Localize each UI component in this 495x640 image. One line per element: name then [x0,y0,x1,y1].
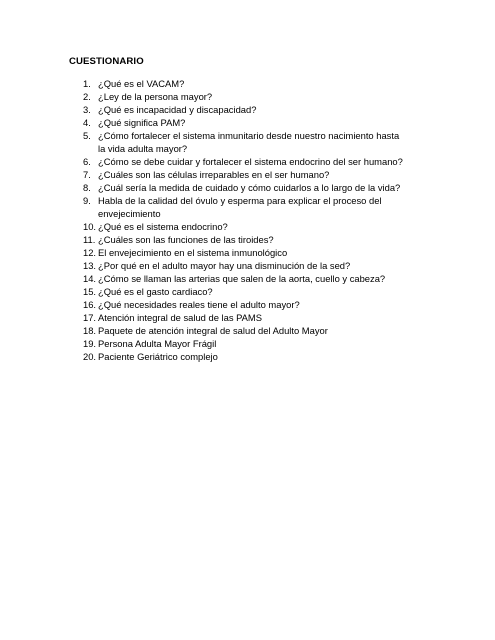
question-number: 13. [83,260,97,271]
question-item [0,272,495,285]
question-item [0,194,495,220]
question-item [0,116,495,129]
question-text: El envejecimiento en el sistema inmunológico [98,247,288,258]
question-item [0,337,495,350]
question-item [0,155,495,168]
question-text: Atención integral de salud de las PAMS [98,312,262,323]
question-number: 19. [83,338,97,349]
question-item [0,90,495,103]
question-number: 4. [83,117,91,128]
question-number: 15. [83,286,97,297]
question-number: 2. [83,91,91,102]
question-number: 7. [83,169,91,180]
question-item [0,168,495,181]
document-title: CUESTIONARIO [69,56,144,67]
question-number: 6. [83,156,91,167]
question-text: ¿Qué es el VACAM? [98,78,185,89]
question-text: Paquete de atención integral de salud del Adulto Mayor [98,325,328,336]
question-item [0,220,495,233]
question-item [0,298,495,311]
question-text: ¿Por qué en el adulto mayor hay una disminución de la sed? [98,260,351,271]
question-text: ¿Qué necesidades reales tiene el adulto mayor? [98,299,300,310]
question-number: 14. [83,273,97,284]
question-text: ¿Cuáles son las células irreparables en el ser humano? [98,169,330,180]
question-number: 9. [83,195,91,206]
question-number: 3. [83,104,91,115]
question-number: 17. [83,312,97,323]
question-number: 5. [83,130,91,141]
question-item [0,311,495,324]
question-text: ¿Qué es incapacidad y discapacidad? [98,104,257,115]
question-text: ¿Cómo se llaman las arterias que salen de la aorta, cuello y cabeza? [98,273,386,284]
question-text: Habla de la calidad del óvulo y esperma para explicar el proceso del envejecimiento [98,195,382,219]
question-text: ¿Cómo fortalecer el sistema inmunitario desde nuestro nacimiento hasta la vida adulta mayor? [98,130,400,154]
question-number: 12. [83,247,97,258]
question-text: Paciente Geriátrico complejo [98,351,218,362]
question-text: ¿Qué significa PAM? [98,117,186,128]
question-text: Persona Adulta Mayor Frágil [98,338,217,349]
question-item [0,350,495,363]
question-text: ¿Cómo se debe cuidar y fortalecer el sistema endocrino del ser humano? [98,156,403,167]
question-item [0,77,495,90]
question-list [0,77,495,363]
question-item [0,285,495,298]
question-item [0,246,495,259]
question-number: 1. [83,78,91,89]
question-number: 11. [83,234,96,245]
question-number: 10. [83,221,97,232]
question-text: ¿Cuáles son las funciones de las tiroides? [98,234,274,245]
question-text: ¿Ley de la persona mayor? [98,91,213,102]
question-item [0,324,495,337]
question-text: ¿Qué es el gasto cardiaco? [98,286,213,297]
question-text: ¿Qué es el sistema endocrino? [98,221,228,232]
question-item [0,129,495,155]
question-number: 8. [83,182,91,193]
question-item [0,103,495,116]
question-item [0,233,495,246]
question-item [0,181,495,194]
question-number: 16. [83,299,97,310]
question-item [0,259,495,272]
question-text: ¿Cuál sería la medida de cuidado y cómo cuidarlos a lo largo de la vida? [98,182,401,193]
question-number: 18. [83,325,97,336]
question-number: 20. [83,351,97,362]
